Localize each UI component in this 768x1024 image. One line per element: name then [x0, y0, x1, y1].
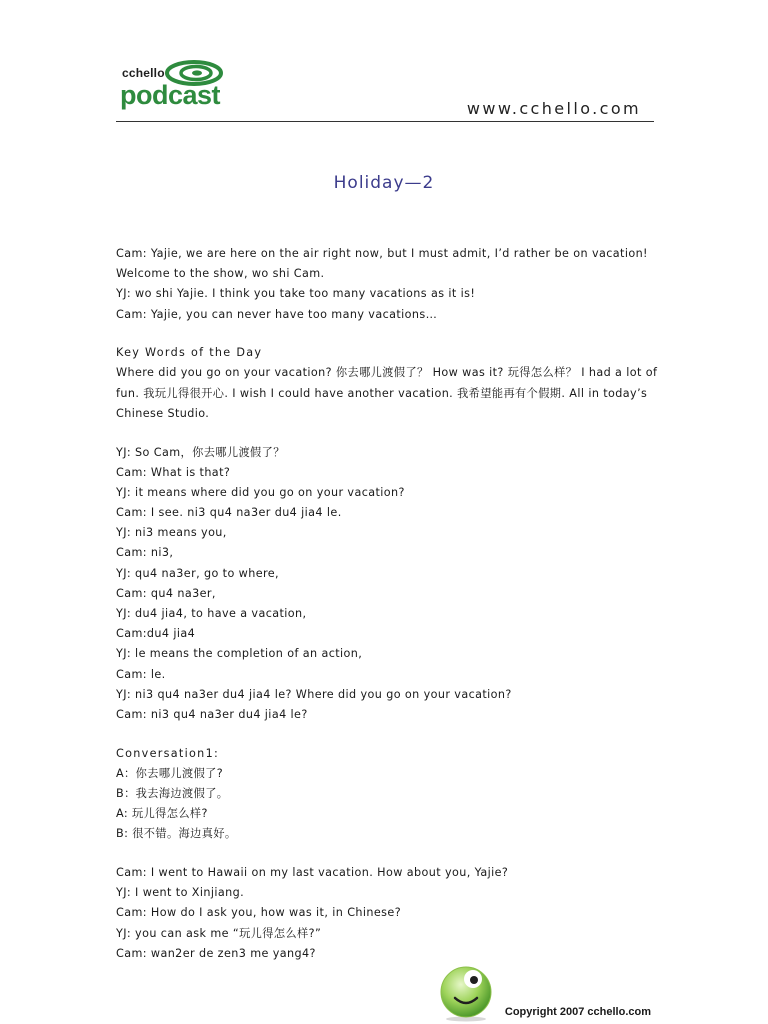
- transcript-line: A：你去哪儿渡假了?: [116, 766, 224, 780]
- transcript-line: Cam: le.: [116, 667, 166, 681]
- transcript-line: YJ: le means the completion of an action,: [116, 647, 363, 661]
- transcript-line: YJ: du4 jia4, to have a vacation,: [116, 607, 307, 620]
- blank-line: [116, 424, 656, 443]
- transcript-line: Cam: ni3 qu4 na3er du4 jia4 le?: [116, 707, 308, 721]
- section-heading: Key Words of the Day: [116, 346, 263, 360]
- logo-main-text: podcast: [120, 80, 221, 110]
- transcript-line: YJ: I went to Xinjiang.: [116, 886, 245, 900]
- page-title: Holiday—2: [333, 173, 435, 193]
- transcript-line: YJ: wo shi Yajie. I think you take too many vacations as it is!: [116, 287, 476, 301]
- transcript-line: Cam: I see. ni3 qu4 na3er du4 jia4 le.: [116, 506, 342, 520]
- logo-top-text: cchello: [122, 66, 165, 80]
- section-heading: Conversation1:: [116, 746, 220, 760]
- transcript-line: Cam:du4 jia4: [116, 627, 196, 641]
- transcript-line: fun. 我玩儿得很开心. I wish I could have another vacation. 我希望能再有个假期. All in today’s: [116, 386, 648, 400]
- transcript-line: B：我去海边渡假了。: [116, 787, 229, 800]
- transcript-body: [116, 244, 656, 964]
- transcript-line: A: 玩儿得怎么样?: [116, 807, 208, 821]
- transcript-line: YJ: you can ask me “玩儿得怎么样?”: [116, 926, 322, 940]
- transcript-line: Cam: wan2er de zen3 me yang4?: [116, 946, 316, 960]
- transcript-line: Cam: ni3,: [116, 546, 174, 560]
- header-divider: [116, 121, 654, 122]
- transcript-line: Where did you go on your vacation? 你去哪儿渡假了？ How was it? 玩得怎么样？ I had a lot of: [116, 366, 658, 380]
- transcript-line: Cam: How do I ask you, how was it, in Chinese?: [116, 906, 402, 920]
- transcript-line: Chinese Studio.: [116, 406, 210, 420]
- transcript-line: B: 很不错。海边真好。: [116, 827, 237, 841]
- transcript-line: YJ: qu4 na3er, go to where,: [116, 566, 279, 580]
- transcript-line: YJ: ni3 qu4 na3er du4 jia4 le? Where did you go on your vacation?: [116, 687, 512, 701]
- blank-line: [116, 845, 656, 864]
- transcript-line: Cam: What is that?: [116, 465, 231, 479]
- transcript-line: Cam: Yajie, you can never have too many vacations…: [116, 307, 438, 321]
- transcript-line: Cam: Yajie, we are here on the air right now, but I must admit, I’d rather be on vacation!: [116, 247, 648, 260]
- transcript-line: YJ: So Cam，你去哪儿渡假了？: [116, 445, 285, 459]
- cchello-mascot-icon: [436, 962, 496, 1022]
- transcript-line: YJ: it means where did you go on your vacation?: [116, 485, 405, 499]
- transcript-line: Welcome to the show, wo shi Cam.: [116, 267, 325, 281]
- cchello-podcast-logo: [118, 58, 228, 110]
- blank-line: [116, 725, 656, 744]
- copyright-text: Copyright 2007 cchello.com: [504, 1006, 651, 1018]
- site-url: www.cchello.com: [466, 99, 641, 118]
- transcript-line: Cam: qu4 na3er,: [116, 586, 216, 600]
- transcript-line: YJ: ni3 means you,: [116, 526, 227, 540]
- blank-line: [116, 325, 656, 344]
- transcript-line: Cam: I went to Hawaii on my last vacation. How about you, Yajie?: [116, 866, 509, 880]
